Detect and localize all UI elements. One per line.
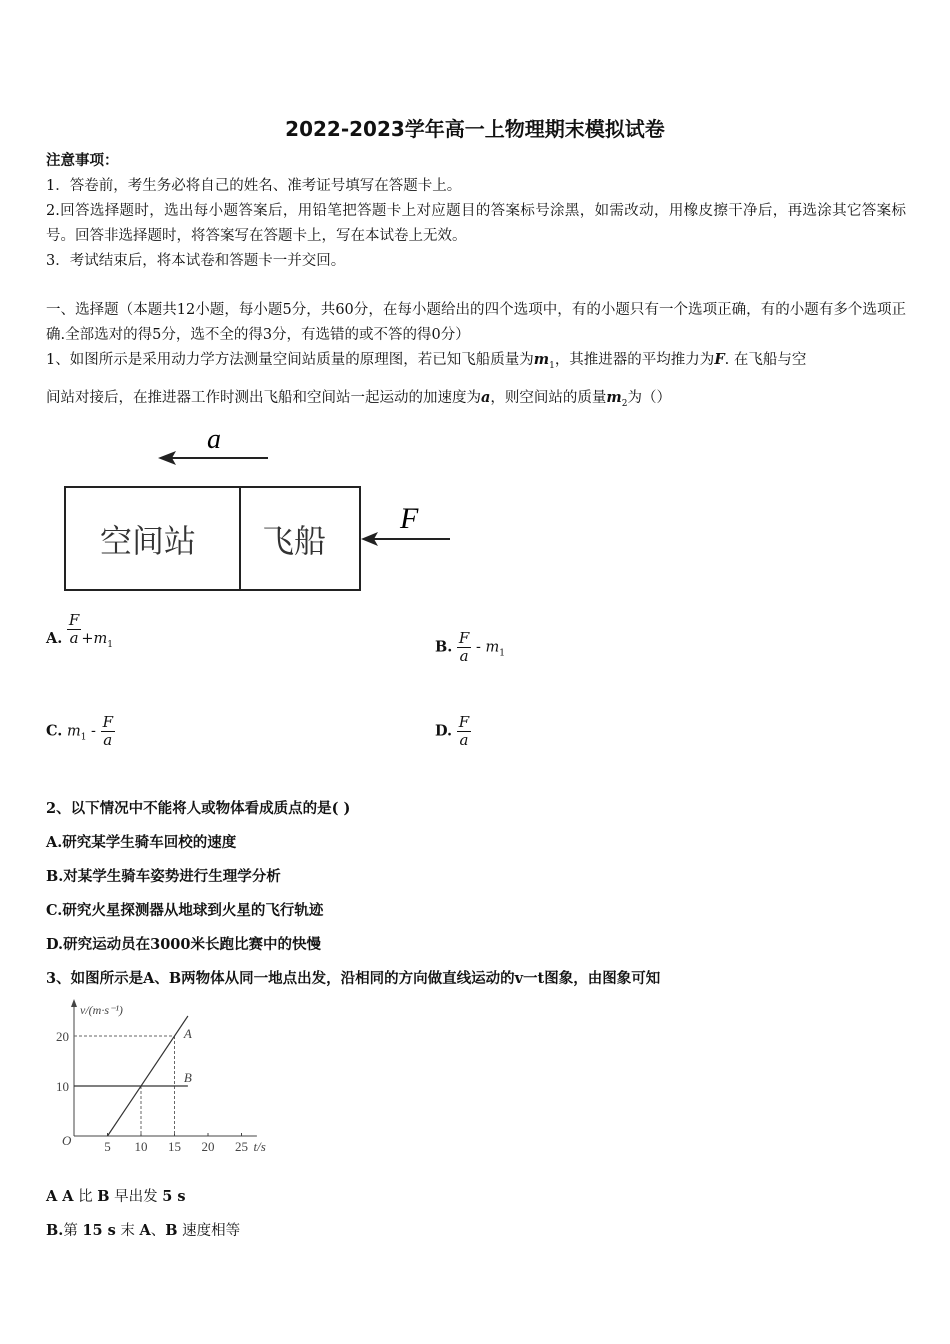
q1-line2-b: ，则空间站的质量 (490, 390, 607, 406)
q1-option-c-sub: 1 (80, 732, 87, 743)
q1-option-c-m: m (66, 723, 81, 740)
x-tick-label: 25 (235, 1139, 248, 1154)
q1-line2-a: 间站对接后，在推进器工作时测出飞船和空间站一起运动的加速度为 (46, 390, 481, 406)
frac-den: a (103, 731, 113, 749)
series-line-A (108, 1016, 188, 1136)
q2-option-d[interactable]: D.研究运动员在3000米长跑比赛中的快慢 (46, 936, 321, 953)
q1-m2-sub: 2 (621, 398, 628, 409)
q3-b-b4: B (165, 1222, 178, 1239)
q1-text-c: . 在飞船与空 (724, 352, 807, 368)
q1-option-d-label: D. (435, 722, 453, 740)
x-tick-label: 15 (168, 1139, 181, 1154)
x-axis-label: t/s (253, 1139, 266, 1154)
station-label: 空间站 (100, 522, 197, 560)
q2-option-a[interactable]: A.研究某学生骑车回校的速度 (46, 834, 237, 851)
y-axis-arrow (71, 999, 77, 1007)
notice-item-1: 1．答卷前，考生务必将自己的姓名、准考证号填写在答题卡上。 (46, 178, 462, 194)
q1-a: a (481, 389, 491, 406)
q1-text-b: ，其推进器的平均推力为 (554, 352, 715, 368)
q1-text-a: 1、如图所示是采用动力学方法测量空间站质量的原理图，若已知飞船质量为 (46, 352, 534, 368)
q3-b-b3: A (139, 1222, 151, 1239)
q3-option-b[interactable] (46, 1221, 906, 1241)
q3-option-a[interactable] (46, 1187, 906, 1207)
q1-option-a-frac (67, 612, 81, 647)
q1-option-b[interactable] (435, 630, 505, 665)
q3-b-b2: 15 s (82, 1222, 116, 1239)
x-tick-label: 20 (201, 1139, 215, 1154)
q1-figure (60, 420, 460, 600)
q1-option-a-m: m (93, 631, 108, 647)
q1-m1-sub: 1 (549, 360, 555, 371)
q1-option-c-label: C. (46, 722, 63, 740)
q2-option-b[interactable]: B.对某学生骑车姿势进行生理学分析 (46, 868, 281, 885)
frac-den: a (459, 731, 469, 749)
series-label-B: B (183, 1070, 192, 1085)
notice-item-3: 3．考试结束后，将本试卷和答题卡一并交回。 (46, 253, 346, 269)
frac-num: F (102, 713, 113, 731)
q1-m2: m (606, 389, 622, 406)
q1-stem-line1 (46, 350, 906, 376)
q3-a-b3: 5 s (162, 1188, 186, 1205)
y-axis-label: v/(m·s⁻¹) (80, 1003, 123, 1017)
frac-num: F (68, 610, 80, 629)
x-tick-label: 5 (104, 1139, 111, 1154)
q1-option-d-frac (457, 714, 471, 749)
q1-option-b-m: m (485, 639, 500, 656)
section-heading: 一、选择题（本题共12小题，每小题5分，共60分，在每小题给出的四个选项中，有的小题只有一个选项正确，有的小题有多个选项正确.全部选对的得5分，选不全的得3分，有选错的或不答的得0分） (46, 302, 906, 343)
q3-b-tail2: 速度相等 (177, 1223, 241, 1239)
q1-F: F (714, 351, 725, 368)
frac-num: F (458, 629, 470, 647)
q1-option-b-frac (457, 630, 471, 665)
q3-a-pre: A A (46, 1188, 74, 1205)
force-label: F (400, 502, 419, 535)
q3-a-mid: 比 (73, 1189, 98, 1205)
y-tick-label: 20 (56, 1029, 69, 1044)
q1-option-b-op: - (475, 639, 481, 656)
q2-option-c[interactable]: C.研究火星探测器从地球到火星的飞行轨迹 (46, 902, 324, 919)
notice-heading: 注意事项： (46, 152, 119, 169)
q3-a-mid2: 早出发 (109, 1189, 163, 1205)
frac-den: a (69, 628, 79, 647)
accel-label: a (207, 424, 221, 455)
q1-option-c-frac (101, 714, 115, 749)
q3-b-mid2: 末 (115, 1223, 140, 1239)
q1-option-c[interactable] (46, 714, 115, 749)
q1-m1: m (533, 351, 550, 368)
y-tick-label: 10 (56, 1079, 69, 1094)
q1-option-c-op: - (91, 723, 96, 740)
frac-num: F (458, 713, 470, 731)
origin-label: O (62, 1133, 72, 1148)
notice-item-2: 2.回答选择题时，选出每小题答案后，用铅笔把答题卡上对应题目的答案标号涂黑，如需改动，用橡皮擦干净后，再选涂其它答案标号。回答非选择题时，将答案写在答题卡上，写在本试卷上无效。 (46, 203, 906, 244)
q3-b-pre: B. (46, 1222, 64, 1239)
series-label-A: A (183, 1026, 192, 1041)
q1-option-b-sub: 1 (499, 648, 505, 659)
q1-option-a-label: A. (46, 630, 63, 647)
page-title: 2022-2023学年高一上物理期末模拟试卷 (285, 117, 665, 141)
q3-stem: 3、如图所示是A、B两物体从同一地点出发，沿相同的方向做直线运动的v一t图象，由图象可知 (46, 970, 661, 987)
ship-label: 飞船 (262, 522, 327, 560)
q1-option-a-op: + (81, 631, 94, 647)
q1-stem-line2 (46, 388, 906, 414)
q1-option-a[interactable] (46, 610, 113, 650)
q3-b-tail: 、 (150, 1223, 166, 1239)
q1-option-b-label: B. (435, 638, 453, 656)
frac-den: a (459, 647, 469, 665)
q2-stem: 2、以下情况中不能将人或物体看成质点的是( ) (46, 800, 351, 817)
vt-chart (46, 996, 276, 1158)
q3-b-mid: 第 (63, 1223, 83, 1239)
q3-a-b2: B (97, 1188, 110, 1205)
q1-line2-c: 为（） (627, 390, 671, 406)
q1-option-a-sub: 1 (107, 639, 113, 650)
x-tick-label: 10 (134, 1139, 148, 1154)
q1-option-d[interactable] (435, 714, 471, 749)
